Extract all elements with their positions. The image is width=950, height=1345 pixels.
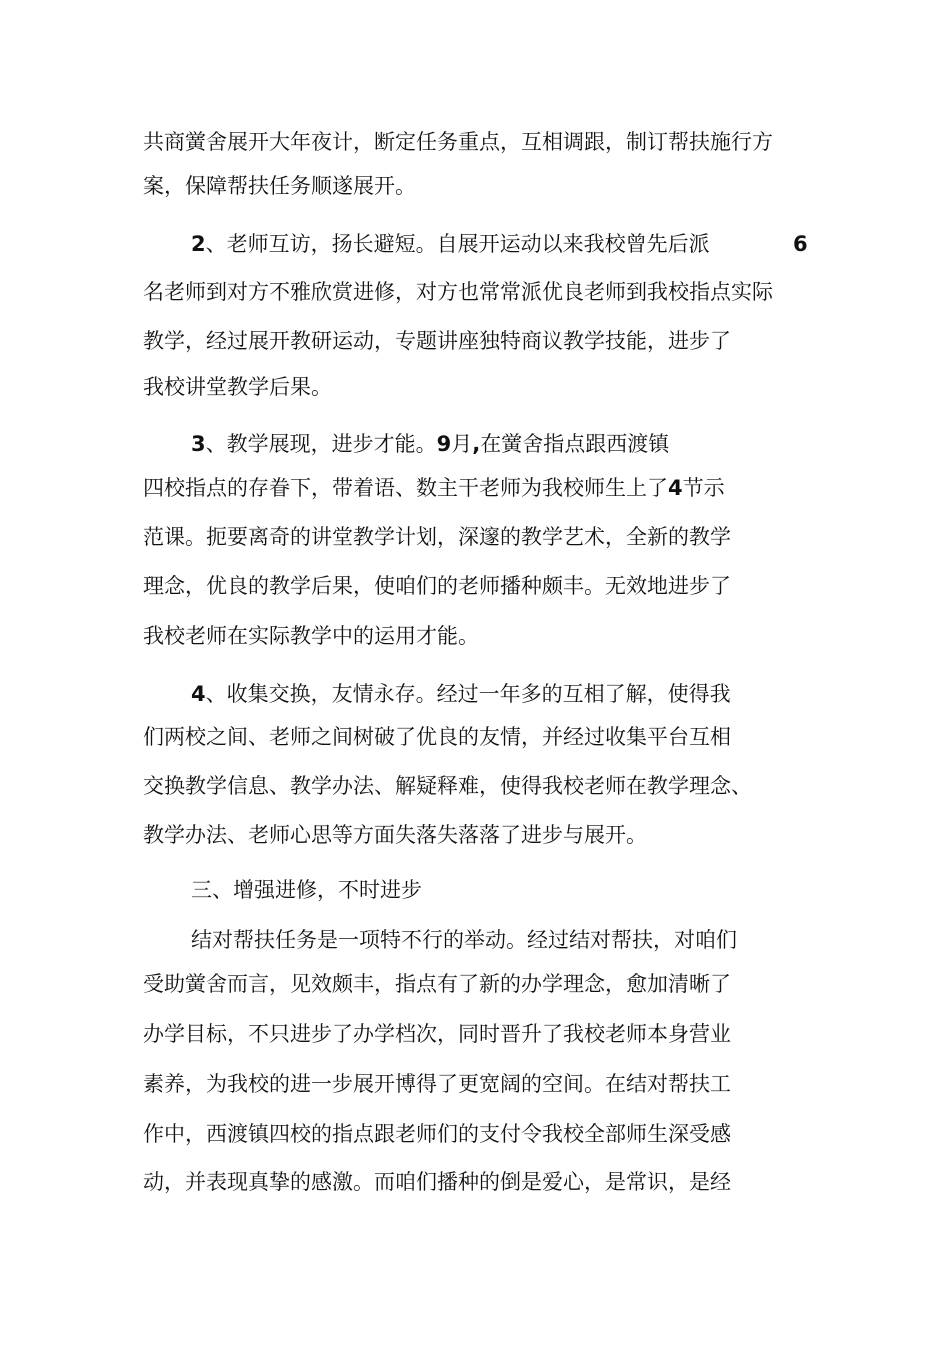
paragraph-4-line-4: 教学办法、老师心思等方面失落失落落了进步与展开。: [143, 823, 647, 847]
paragraph-4-line-2: 们两校之间、老师之间树破了优良的友情，并经过收集平台互相: [143, 725, 731, 749]
paragraph-3-line-3: 范课。扼要离奇的讲堂教学计划，深邃的教学艺术，全新的教学: [143, 525, 731, 549]
paragraph-5-line-1: 结对帮扶任务是一项特不行的举动。经过结对帮扶，对咱们: [191, 928, 737, 952]
paragraph-4-line-1: [191, 680, 731, 708]
paragraph-2-line-1-text: 、老师互访，扬长避短。自展开运动以来我校曾先后派: [205, 232, 710, 256]
paragraph-1-line-1: 共商黉舍展开大年夜计，断定任务重点，互相调跟，制订帮扶施行方: [143, 130, 773, 154]
paragraph-3-line-1: [191, 430, 669, 458]
paragraph-3-line-2-rest: 节示: [682, 476, 725, 500]
paragraph-2-line-1: [191, 230, 710, 258]
comma: ,: [472, 432, 481, 456]
month-number: 9: [436, 432, 452, 456]
paragraph-2-line-2: 名老师到对方不雅欣赏进修，对方也常常派优良老师到我校指点实际: [143, 280, 773, 304]
item-number: 3: [191, 432, 206, 456]
section-heading: 三、增强进修，不时进步: [191, 878, 422, 902]
paragraph-5-line-4: 素养，为我校的进一步展开博得了更宽阔的空间。在结对帮扶工: [143, 1072, 731, 1096]
paragraph-3-line-4: 理念，优良的教学后果，使咱们的老师播种颇丰。无效地进步了: [143, 574, 731, 598]
paragraph-2-line-1-number: 6: [793, 232, 808, 256]
paragraph-3-line-2-text: 四校指点的存眷下，带着语、数主干老师为我校师生上了: [143, 476, 668, 500]
paragraph-5-line-6: 动，并表现真挚的感激。而咱们播种的倒是爱心，是常识，是经: [143, 1170, 731, 1194]
item-number: 2: [191, 232, 206, 256]
paragraph-4-line-3: 交换教学信息、教学办法、解疑释难，使得我校老师在教学理念、: [143, 774, 752, 798]
month-label: 月: [451, 432, 473, 456]
paragraph-5-line-2: 受助黉舍而言，见效颇丰，指点有了新的办学理念，愈加清晰了: [143, 972, 731, 996]
paragraph-3-line-5: 我校老师在实际教学中的运用才能。: [143, 624, 479, 648]
paragraph-5-line-5: 作中，西渡镇四校的指点跟老师们的支付令我校全部师生深受感: [143, 1122, 731, 1146]
paragraph-5-line-3: 办学目标，不只进步了办学档次，同时晋升了我校老师本身营业: [143, 1022, 731, 1046]
paragraph-3-line-2: [143, 474, 725, 502]
item-number: 4: [191, 682, 206, 706]
paragraph-3-line-1-rest: 在黉舍指点跟西渡镇: [480, 432, 670, 456]
paragraph-4-line-1-text: 、收集交换，友情永存。经过一年多的互相了解，使得我: [205, 682, 731, 706]
lesson-count: 4: [668, 476, 683, 500]
paragraph-1-line-2: 案，保障帮扶任务顺遂展开。: [143, 174, 416, 198]
paragraph-3-line-1-text: 、教学展现，进步才能。: [205, 432, 437, 456]
paragraph-2-line-4: 我校讲堂教学后果。: [143, 375, 332, 399]
paragraph-2-line-3: 教学，经过展开教研运动，专题讲座独特商议教学技能，进步了: [143, 329, 731, 353]
